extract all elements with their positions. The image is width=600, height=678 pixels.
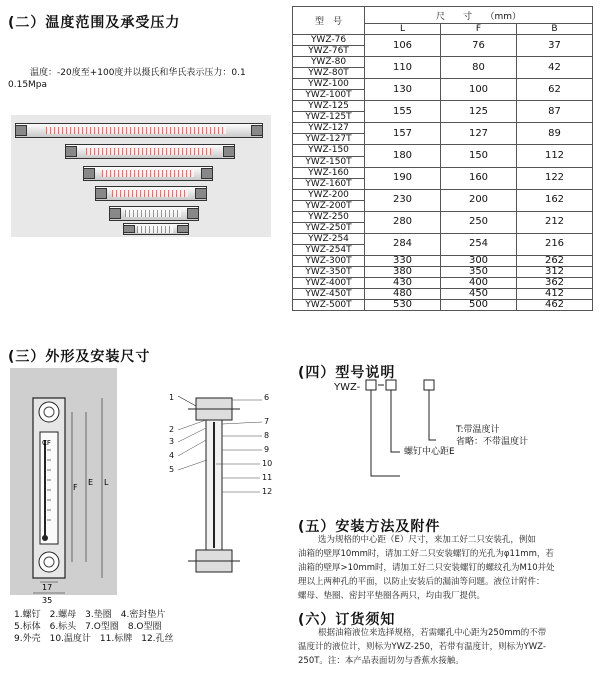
cell-model: YWZ-127T <box>293 134 365 145</box>
cell-L: 430 <box>365 278 441 289</box>
callout-7: 7 <box>264 417 270 426</box>
cell-L: 280 <box>365 211 441 233</box>
section2-desc-line1: 温度：-20度至+100度并以摄氏和华氏表示压力：0.1 <box>30 68 246 78</box>
callout-3: 3 <box>169 437 175 446</box>
cell-L: 130 <box>365 79 441 101</box>
section6-line3: 250T。注：本产品表面切勿与香蕉水接触。 <box>298 656 464 666</box>
section6-line2: 温度计的液位计，则标为YWZ-250，若带有温度计，则标为YWZ- <box>298 642 546 652</box>
callout-11: 11 <box>262 473 273 482</box>
dim-35: 35 <box>42 596 53 605</box>
callout-9: 9 <box>264 445 270 454</box>
cell-model: YWZ-76 <box>293 35 365 46</box>
section5-line2: 油箱的壁厚10mm时，请加工好二只安装螺钉的光孔为φ11mm，若 <box>298 549 554 559</box>
dim-17: 17 <box>42 583 53 592</box>
section5-line3: 油箱的壁厚>10mm时，请加工好二只安装螺钉的螺纹孔为M10并处 <box>298 563 555 573</box>
legend-line-2: 5.标体 6.标头 7.O型圈 8.O型圈 <box>14 622 162 632</box>
cell-L: 284 <box>365 233 441 255</box>
cell-L: 380 <box>365 266 441 277</box>
cell-model: YWZ-80T <box>293 68 365 79</box>
dim-E: E <box>88 478 94 487</box>
product-photo <box>11 115 271 237</box>
side-view <box>178 396 240 572</box>
section5-title: (五）安装方法及附件 <box>298 519 441 535</box>
table-row <box>293 266 593 277</box>
section5-line1: 选为规格的中心距（E）尺寸，来加工好二只安装孔，例如 <box>318 535 536 545</box>
cell-model: YWZ-254 <box>293 233 365 244</box>
section5-line4: 理以上两种孔的平面，以防止安装后的漏油等问题。液位计附件： <box>298 577 545 587</box>
cell-model: YWZ-150T <box>293 156 365 167</box>
section6-title: (六）订货须知 <box>298 612 396 628</box>
cell-model: YWZ-200 <box>293 189 365 200</box>
installation-drawing <box>0 360 290 610</box>
cell-B: 262 <box>517 255 593 266</box>
gauge-bar-1 <box>15 123 263 138</box>
cell-F: 76 <box>441 35 517 57</box>
header-F: F <box>441 24 517 35</box>
gauge-bar-5 <box>109 206 199 221</box>
cell-L: 180 <box>365 145 441 167</box>
cell-B: 112 <box>517 145 593 167</box>
note-with-thermometer: T:带温度计 <box>456 425 500 435</box>
table-row <box>293 233 593 244</box>
cell-L: 155 <box>365 101 441 123</box>
gauge-bar-6 <box>123 223 189 235</box>
table-row <box>293 101 593 112</box>
callout-5: 5 <box>169 465 175 474</box>
cell-B: 37 <box>517 35 593 57</box>
cell-model: YWZ-125 <box>293 101 365 112</box>
dimension-table-body <box>293 35 593 311</box>
callout-2: 2 <box>169 425 175 434</box>
cell-F: 350 <box>441 266 517 277</box>
leader-t <box>429 390 436 440</box>
table-row <box>293 35 593 46</box>
cell-L: 110 <box>365 57 441 79</box>
dim-L: L <box>104 478 109 487</box>
cell-L: 480 <box>365 289 441 300</box>
cell-F: 125 <box>441 101 517 123</box>
table-row <box>293 189 593 200</box>
cell-F: 200 <box>441 189 517 211</box>
cell-F: 400 <box>441 278 517 289</box>
cell-B: 162 <box>517 189 593 211</box>
table-row <box>293 255 593 266</box>
cell-model: YWZ-350T <box>293 266 365 277</box>
cell-F: 300 <box>441 255 517 266</box>
cell-model: YWZ-400T <box>293 278 365 289</box>
table-row <box>293 145 593 156</box>
table-row <box>293 278 593 289</box>
callout-8: 8 <box>264 431 270 440</box>
table-row <box>293 300 593 311</box>
cell-B: 87 <box>517 101 593 123</box>
cell-F: 254 <box>441 233 517 255</box>
cell-B: 212 <box>517 211 593 233</box>
cell-B: 412 <box>517 289 593 300</box>
cell-model: YWZ-127 <box>293 123 365 134</box>
cell-L: 106 <box>365 35 441 57</box>
table-row <box>293 167 593 178</box>
top-mount-hole <box>39 402 59 422</box>
leader-size <box>371 390 400 476</box>
cell-F: 127 <box>441 123 517 145</box>
cell-B: 362 <box>517 278 593 289</box>
section2-title: (二）温度范围及承受压力 <box>8 15 181 31</box>
header-B: B <box>517 24 593 35</box>
gauge-bar-3 <box>83 166 213 181</box>
cell-model: YWZ-100T <box>293 90 365 101</box>
cell-F: 160 <box>441 167 517 189</box>
callout-4: 4 <box>169 451 175 460</box>
cell-L: 530 <box>365 300 441 311</box>
label-cf: CF <box>42 439 51 447</box>
cell-model: YWZ-450T <box>293 289 365 300</box>
section2-desc-line2: 0.15Mpa <box>8 80 48 90</box>
legend-line-3: 9.外壳 10.温度计 11.标牌 12.孔丝 <box>14 634 174 644</box>
cell-L: 330 <box>365 255 441 266</box>
cell-B: 462 <box>517 300 593 311</box>
cell-B: 216 <box>517 233 593 255</box>
table-row <box>293 211 593 222</box>
cell-F: 450 <box>441 289 517 300</box>
cell-B: 122 <box>517 167 593 189</box>
gauge-bar-2 <box>65 144 235 159</box>
code-box-size <box>366 380 376 390</box>
table-row <box>293 123 593 134</box>
legend-line-1: 1.螺钉 2.螺母 3.垫圈 4.密封垫片 <box>14 610 166 620</box>
callout-6: 6 <box>264 393 270 402</box>
cell-model: YWZ-250T <box>293 222 365 233</box>
cell-model: YWZ-200T <box>293 200 365 211</box>
cell-B: 42 <box>517 57 593 79</box>
dim-F: F <box>73 483 78 492</box>
header-size: 尺 寸 （mm） <box>365 7 593 24</box>
note-screw-distance: 螺钉中心距E <box>404 447 455 457</box>
section3-title: (三）外形及安装尺寸 <box>8 349 151 365</box>
cell-B: 312 <box>517 266 593 277</box>
section4-title: (四）型号说明 <box>298 365 396 381</box>
table-row <box>293 289 593 300</box>
cell-L: 157 <box>365 123 441 145</box>
header-L: L <box>365 24 441 35</box>
cell-model: YWZ-76T <box>293 46 365 57</box>
cell-F: 500 <box>441 300 517 311</box>
cell-F: 80 <box>441 57 517 79</box>
cell-model: YWZ-80 <box>293 57 365 68</box>
cell-model: YWZ-500T <box>293 300 365 311</box>
cell-model: YWZ-300T <box>293 255 365 266</box>
cell-model: YWZ-254T <box>293 244 365 255</box>
thermometer-bulb <box>42 535 48 541</box>
cell-F: 100 <box>441 79 517 101</box>
leader-e <box>391 390 400 452</box>
cell-model: YWZ-160 <box>293 167 365 178</box>
header-model: 型 号 <box>293 7 365 35</box>
cell-F: 250 <box>441 211 517 233</box>
callout-12: 12 <box>262 487 273 496</box>
code-box-e <box>386 380 396 390</box>
gauge-bar-4 <box>95 186 207 201</box>
gauge-window <box>40 432 58 544</box>
table-row <box>293 79 593 90</box>
table-row <box>293 57 593 68</box>
code-box-t <box>424 380 434 390</box>
cell-model: YWZ-125T <box>293 112 365 123</box>
model-code: YWZ- <box>334 382 361 393</box>
cell-L: 190 <box>365 167 441 189</box>
cell-model: YWZ-250 <box>293 211 365 222</box>
cell-model: YWZ-160T <box>293 178 365 189</box>
bottom-mount-hole <box>39 552 59 572</box>
callout-1: 1 <box>169 393 175 402</box>
dimension-table <box>292 6 593 311</box>
cell-model: YWZ-150 <box>293 145 365 156</box>
cell-F: 150 <box>441 145 517 167</box>
section5-line5: 螺母、垫圈、密封平垫圈各两只，均由我厂提供。 <box>298 591 486 601</box>
section6-line1: 根据油箱液位来选择规格，若需螺孔中心距为250mm的不带 <box>318 628 547 638</box>
callout-10: 10 <box>262 459 273 468</box>
cell-L: 230 <box>365 189 441 211</box>
cell-B: 89 <box>517 123 593 145</box>
note-without-thermometer: 省略：不带温度计 <box>456 437 529 447</box>
cell-model: YWZ-100 <box>293 79 365 90</box>
cell-B: 62 <box>517 79 593 101</box>
